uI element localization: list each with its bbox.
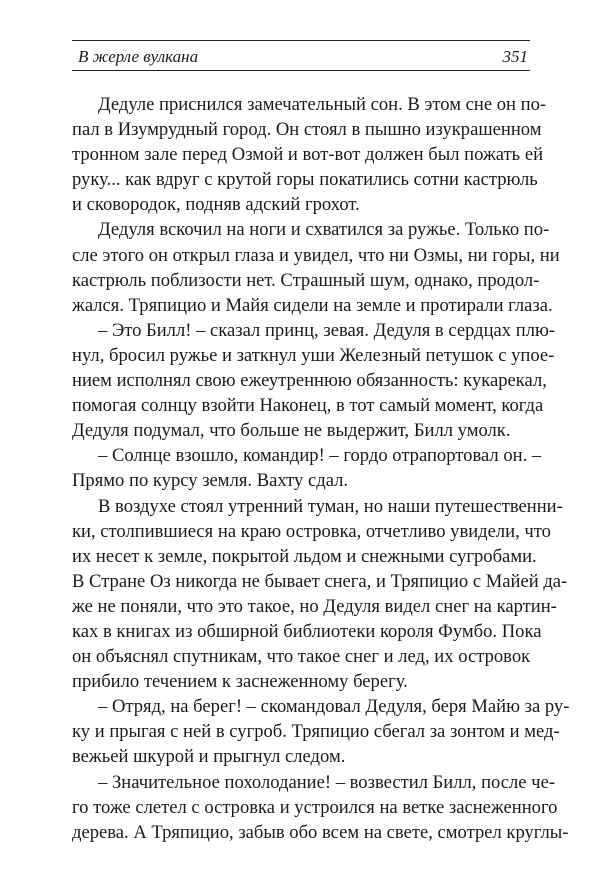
text-line: ки, столпившиеся на краю островка, отчетливо увидели, что (72, 520, 551, 542)
text-line: тронном зале перед Озмой и вот-вот должен был пожать ей (72, 144, 544, 166)
text-line: же не поняли, что это такое, но Дедуля видел снег на картин- (72, 595, 557, 617)
body-text (72, 92, 570, 845)
text-line: – Значительное похолодание! – возвестил Билл, после че- (98, 771, 556, 793)
text-line: кастрюль поблизости нет. Страшный шум, однако, продол- (72, 269, 540, 291)
text-line: он объяснял спутникам, что такое снег и лед, их островок (72, 646, 531, 668)
text-line: пал в Изумрудный город. Он стоял в пышно изукрашенном (72, 119, 542, 141)
text-line: В воздухе стоял утренний туман, но наши путешественни- (98, 495, 563, 517)
text-line: нием исполнял свою ежеутреннюю обязанность: кукарекал, (72, 370, 547, 392)
text-line: Дедуля вскочил на ноги и схватился за ружье. Только по- (98, 219, 550, 241)
text-line: руку... как вдруг с крутой горы покатились сотни кастрюль (72, 169, 538, 191)
page-number: 351 (502, 47, 528, 66)
text-line: помогая солнцу взойти Наконец, в тот самый момент, когда (72, 395, 544, 417)
text-line: и сковородок, подняв адский грохот. (72, 194, 360, 216)
text-line: дерева. А Тряпицио, забыв обо всем на свете, смотрел круглы- (72, 821, 569, 843)
text-line: сле этого он открыл глаза и увидел, что ни Озмы, ни горы, ни (72, 244, 560, 266)
text-line: ках в книгах из обширной библиотеки короля Фумбо. Пока (72, 620, 542, 642)
running-title: В жерле вулкана (78, 47, 199, 66)
text-line: прибило течением к заснеженному берегу. (72, 671, 408, 693)
text-line: В Стране Оз никогда не бывает снега, и Тряпицио с Майей да- (72, 570, 568, 592)
header-bottom-rule (72, 70, 530, 71)
running-header (72, 36, 530, 76)
text-line: ку и прыгая с ней в сугроб. Тряпицио сбегал за зонтом и мед- (72, 721, 560, 743)
text-line: Дедуле приснился замечательный сон. В этом сне он по- (98, 94, 547, 115)
text-line: – Это Билл! – сказал принц, зевая. Дедуля в сердцах плю- (98, 319, 556, 341)
header-top-rule (72, 40, 530, 41)
text-line: го тоже слетел с островка и устроился на ветке заснеженного (72, 796, 558, 818)
text-line: жался. Тряпицио и Майя сидели на земле и протирали глаза. (72, 294, 553, 316)
text-line: нул, бросил ружье и заткнул уши Железный петушок с упое- (72, 344, 555, 366)
text-line: – Солнце взошло, командир! – гордо отрапортовал он. – (98, 445, 542, 467)
text-line: Дедуля подумал, что больше не выдержит, Билл умолк. (72, 420, 511, 442)
text-line: – Отряд, на берег! – скомандовал Дедуля, беря Майю за ру- (98, 696, 570, 718)
text-line: их несет к земле, покрытой льдом и снежными сугробами. (72, 545, 537, 567)
text-line: Прямо по курсу земля. Вахту сдал. (72, 470, 349, 492)
text-line: вежьей шкурой и прыгнул следом. (72, 746, 346, 768)
